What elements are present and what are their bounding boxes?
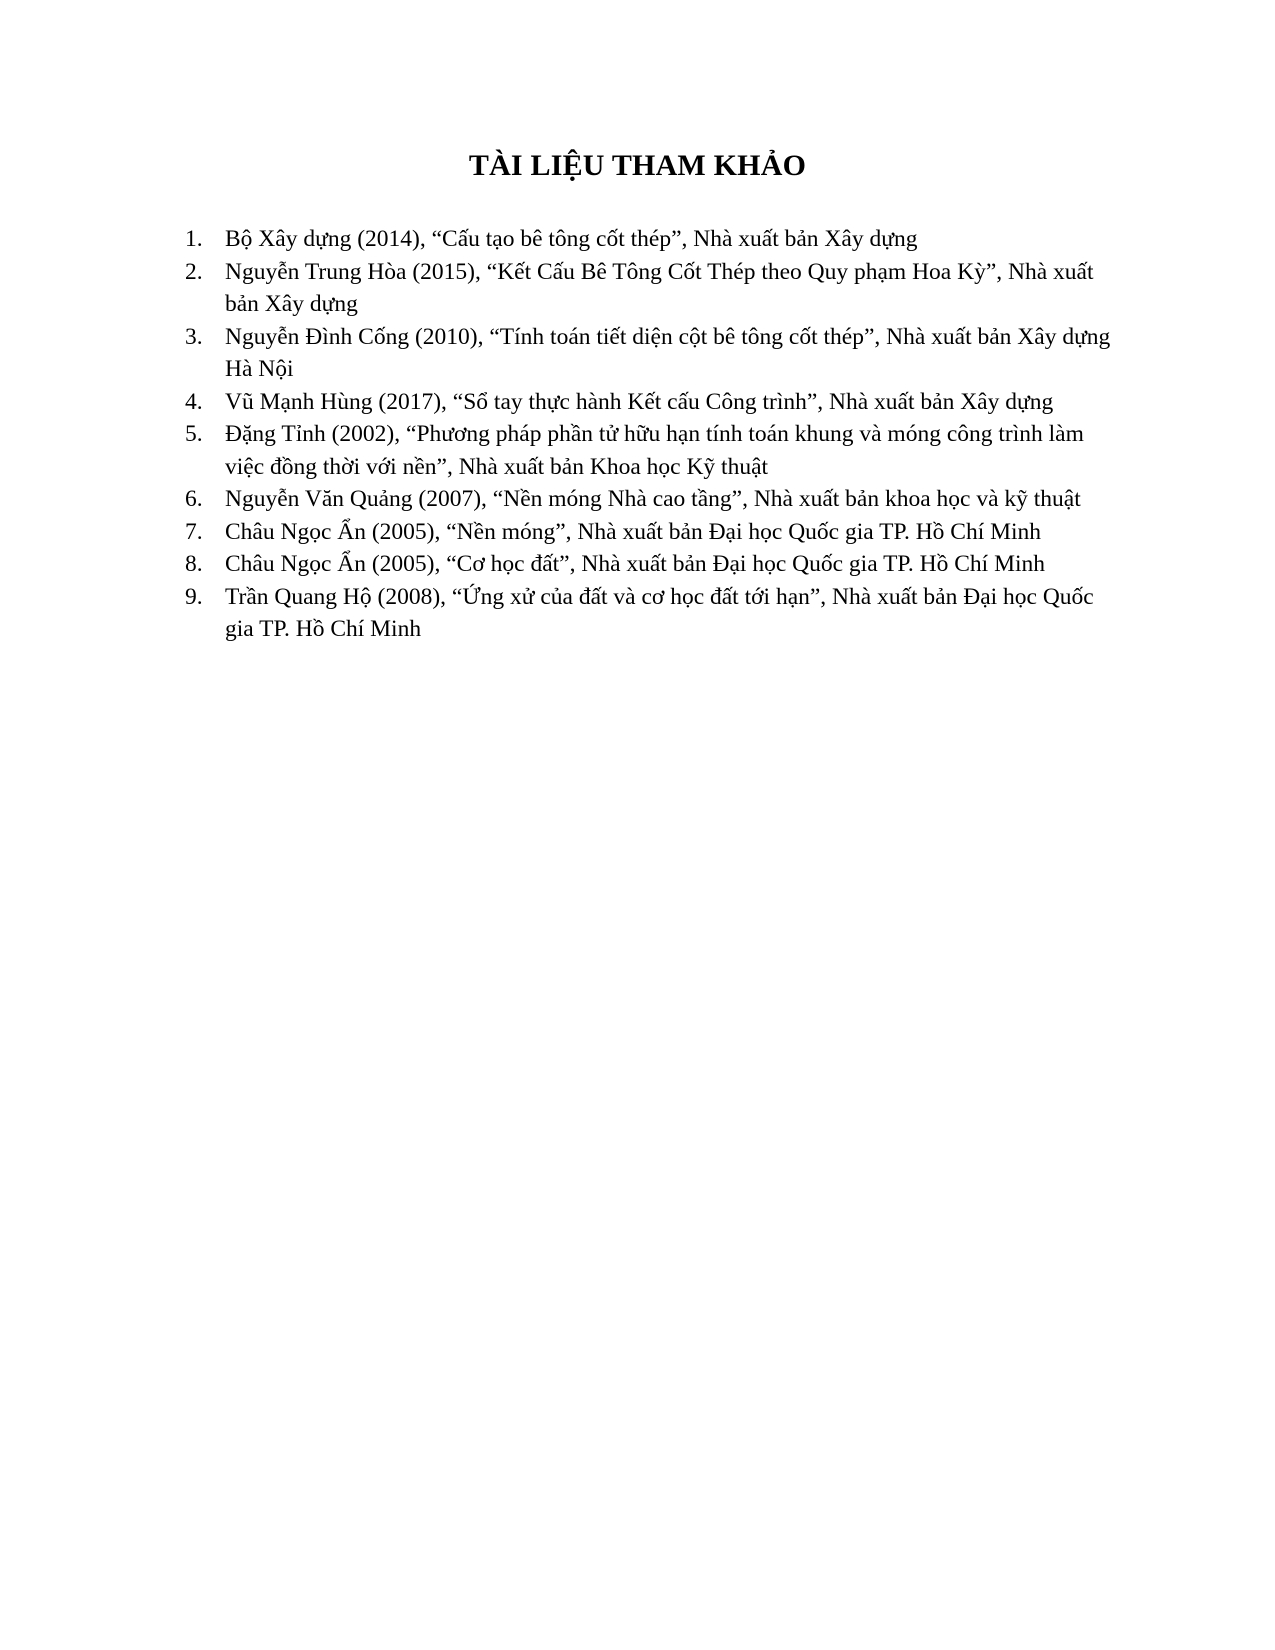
- reference-text: Bộ Xây dựng (2014), “Cấu tạo bê tông cốt thép”, Nhà xuất bản Xây dựng: [225, 226, 918, 252]
- reference-number: 7.: [185, 518, 203, 545]
- reference-item: [185, 483, 1115, 516]
- reference-item: [185, 321, 1115, 386]
- reference-item: [185, 256, 1115, 321]
- reference-number: 4.: [185, 388, 203, 415]
- reference-list: [185, 223, 1115, 646]
- reference-item: [185, 516, 1115, 549]
- reference-text: Châu Ngọc Ẩn (2005), “Nền móng”, Nhà xuất bản Đại học Quốc gia TP. Hồ Chí Minh: [225, 518, 1042, 545]
- reference-number: 1.: [185, 226, 203, 252]
- reference-text: Châu Ngọc Ẩn (2005), “Cơ học đất”, Nhà xuất bản Đại học Quốc gia TP. Hồ Chí Minh: [225, 551, 1045, 577]
- reference-number: 5.: [185, 421, 203, 447]
- reference-item: [185, 548, 1115, 581]
- reference-text: Đặng Tỉnh (2002), “Phương pháp phần tử hữu hạn tính toán khung và móng công trình làm việc đồng thời với nền”, Nhà xuất bản Khoa học Kỹ thuật: [225, 421, 1084, 480]
- reference-number: 3.: [185, 323, 203, 350]
- reference-item: [185, 581, 1115, 646]
- reference-item: [185, 223, 1115, 256]
- reference-text: Trần Quang Hộ (2008), “Ứng xử của đất và cơ học đất tới hạn”, Nhà xuất bản Đại học Quốc gia TP. Hồ Chí Minh: [225, 583, 1094, 642]
- page-title: TÀI LIỆU THAM KHẢO: [468, 149, 807, 182]
- reference-text: Vũ Mạnh Hùng (2017), “Sổ tay thực hành Kết cấu Công trình”, Nhà xuất bản Xây dựng: [225, 388, 1054, 415]
- reference-text: Nguyễn Trung Hòa (2015), “Kết Cấu Bê Tông Cốt Thép theo Quy phạm Hoa Kỳ”, Nhà xuất bản Xây dựng: [225, 258, 1094, 317]
- reference-number: 9.: [185, 583, 203, 610]
- reference-number: 2.: [185, 258, 203, 285]
- reference-number: 6.: [185, 486, 203, 512]
- reference-item: [185, 418, 1115, 483]
- reference-text: Nguyễn Văn Quảng (2007), “Nền móng Nhà cao tầng”, Nhà xuất bản khoa học và kỹ thuật: [225, 486, 1081, 512]
- reference-text: Nguyễn Đình Cống (2010), “Tính toán tiết diện cột bê tông cốt thép”, Nhà xuất bản Xây dựng Hà Nội: [225, 323, 1111, 382]
- reference-number: 8.: [185, 551, 203, 577]
- reference-item: [185, 386, 1115, 419]
